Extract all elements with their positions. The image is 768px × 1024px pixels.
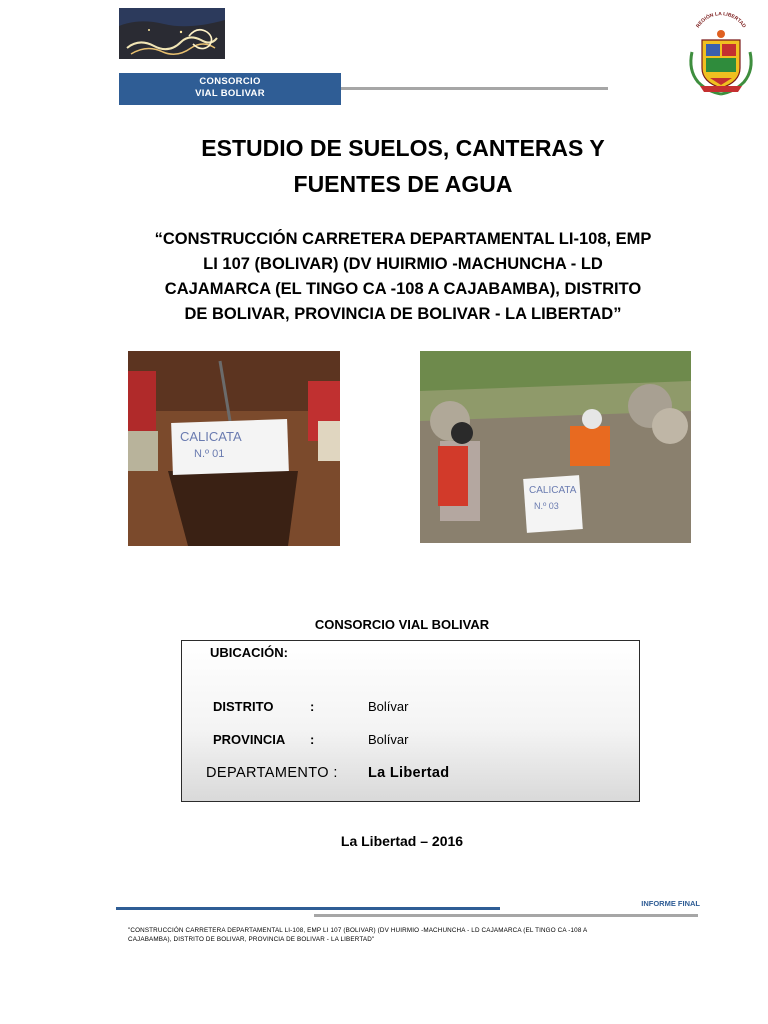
footer-text-line2: CAJABAMBA), DISTRITO DE BOLIVAR, PROVINCIA DE BOLIVAR - LA LIBERTAD" <box>128 936 375 943</box>
project-name-line2: LI 107 (BOLIVAR) (DV HUIRMIO -MACHUNCHA - LD <box>203 255 603 273</box>
project-name-line3: CAJAMARCA (EL TINGO CA -108 A CAJABAMBA), DISTRITO <box>164 280 642 298</box>
location-heading: UBICACIÓN: <box>210 645 288 660</box>
document-title-line1: ESTUDIO DE SUELOS, CANTERAS Y <box>201 135 605 161</box>
photo2-sign-line1: CALICATA <box>529 485 577 496</box>
province-value: Bolívar <box>368 732 409 747</box>
project-name-line1: “CONSTRUCCIÓN CARRETERA DEPARTAMENTAL LI-108, EMP <box>154 230 652 248</box>
document-title-line2: FUENTES DE AGUA <box>293 171 513 197</box>
consorcio-banner-line1: CONSORCIO <box>199 76 261 87</box>
consorcio-road-logo <box>119 8 225 59</box>
footer-rule-blue <box>116 907 500 910</box>
photo2-sign-line2: N.º 03 <box>534 501 559 511</box>
date-line: La Libertad – 2016 <box>340 833 464 849</box>
consorcio-name: CONSORCIO VIAL BOLIVAR <box>314 617 490 632</box>
project-name-line4: DE BOLIVAR, PROVINCIA DE BOLIVAR - LA LIBERTAD” <box>184 305 622 323</box>
svg-text:REGIÓN LA LIBERTAD <box>695 12 747 29</box>
province-colon: : <box>310 732 315 747</box>
photo1-sign-line2: N.º 01 <box>194 448 225 460</box>
consorcio-banner-line2: VIAL BOLIVAR <box>195 88 265 99</box>
footer-rule-gray <box>314 914 698 917</box>
calicata-03-photo <box>420 351 691 543</box>
location-box <box>181 640 640 802</box>
footer-label: INFORME FINAL <box>641 899 700 908</box>
department-value: La Libertad <box>368 765 450 781</box>
document-title <box>60 130 746 202</box>
region-la-libertad-crest <box>686 12 756 98</box>
crest-text: REGIÓN LA LIBERTAD <box>695 12 747 30</box>
district-value: Bolívar <box>368 699 409 714</box>
calicata-01-photo <box>128 351 340 546</box>
district-label: DISTRITO <box>213 699 274 714</box>
footer-project-text <box>128 926 688 944</box>
province-label: PROVINCIA <box>213 732 286 747</box>
district-colon: : <box>310 699 315 714</box>
footer-text-line1: "CONSTRUCCIÓN CARRETERA DEPARTAMENTAL LI-108, EMP LI 107 (BOLIVAR) (DV HUIRMIO -MACHUNCHA - LD CAJAMARCA (EL TINGO CA -108 A <box>128 927 588 934</box>
department-label: DEPARTAMENTO : <box>206 765 338 781</box>
header-rule <box>341 87 608 90</box>
consorcio-banner <box>119 73 341 105</box>
photo1-sign-line1: CALICATA <box>180 429 242 444</box>
project-name <box>120 227 686 327</box>
